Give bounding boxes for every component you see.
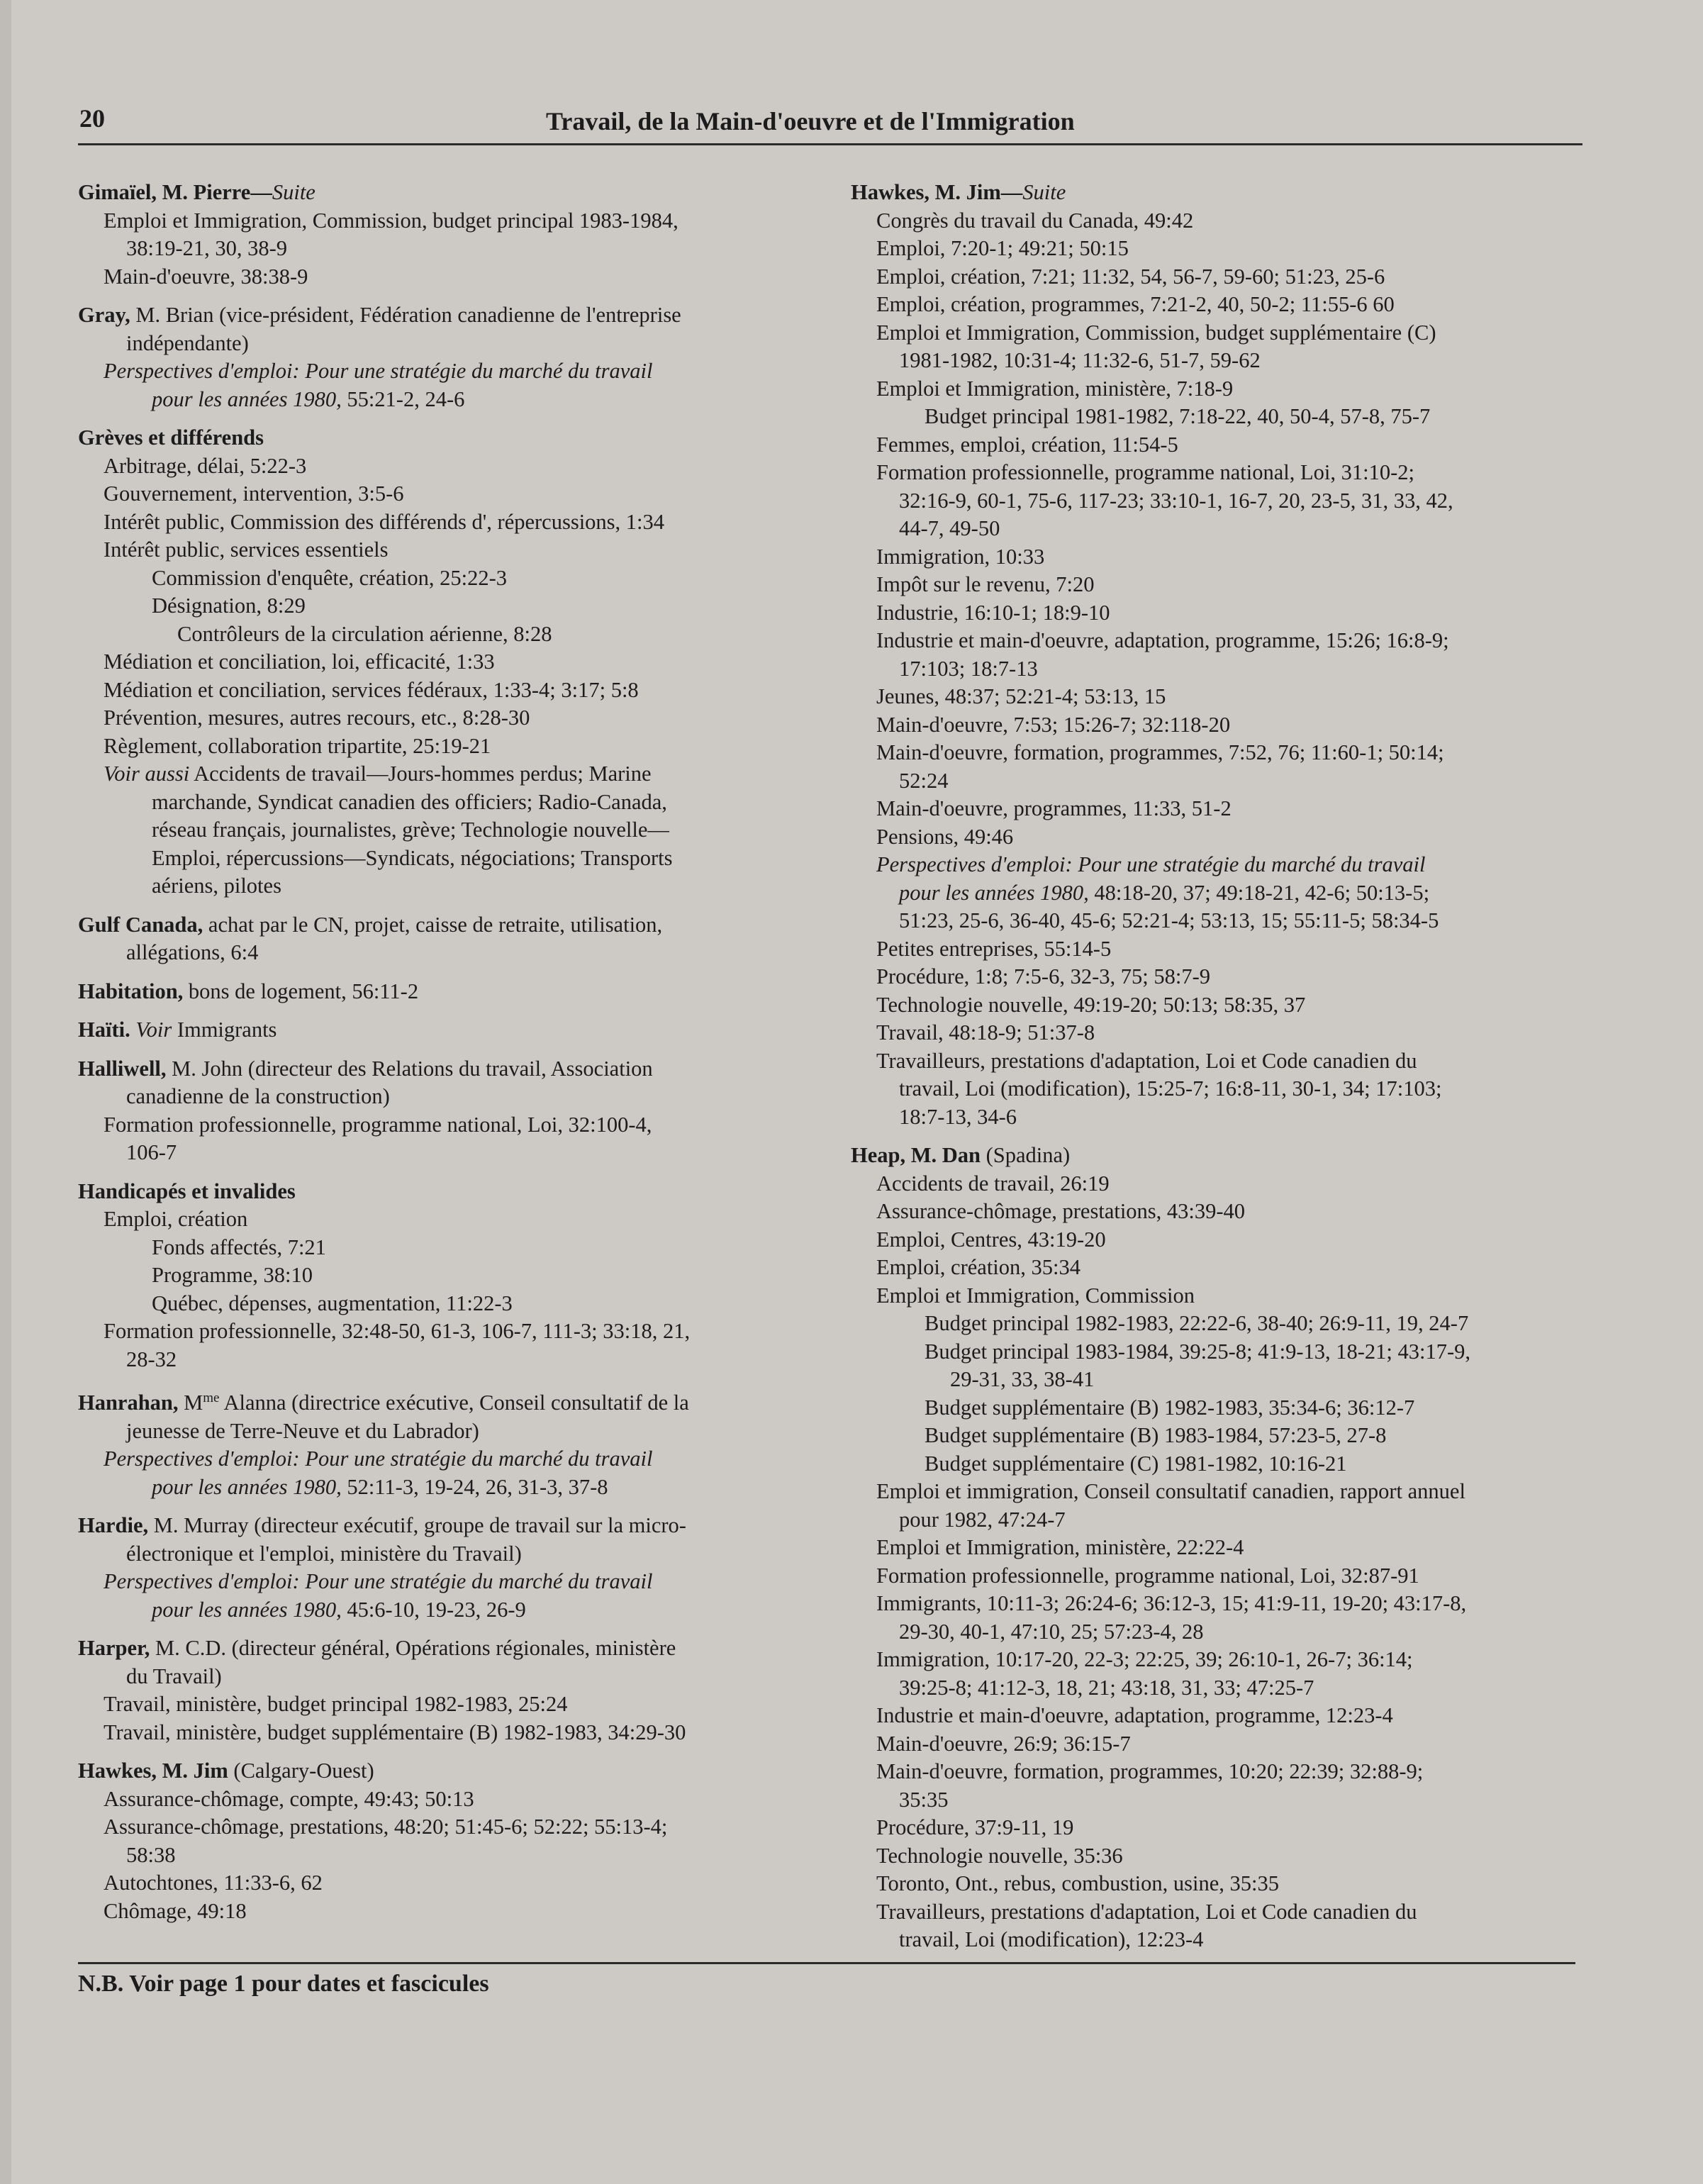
entry-text: Emploi, création [104,1207,248,1231]
page-edge-shadow [0,0,11,2184]
entry-heading: Harper, [78,1636,150,1661]
index-subentry-line [78,1719,844,1747]
index-subentry-line [78,263,844,291]
index-entry [78,1016,844,1044]
index-subentry-line [78,648,844,676]
index-subentry-line [851,1534,1592,1562]
entry-text: Travailleurs, prestations d'adaptation, Loi et Code canadien du [876,1899,1417,1924]
entry-text: Petites entreprises, 55:14-5 [876,936,1112,961]
entry-heading: Halliwell, [78,1056,167,1081]
index-entry [78,301,844,413]
entry-text: Emploi, création, programmes, 7:21-2, 40, 50-2; 11:55-6 60 [876,292,1395,316]
index-subentry-line [851,1926,1592,1954]
index-subentry-line [851,1170,1592,1198]
entry-text: 45:6-10, 19-23, 26-9 [341,1597,526,1622]
entry-text: Immigration, 10:17-20, 22-3; 22:25, 39; 26:10-1, 26-7; 36:14; [876,1647,1413,1671]
index-entry [78,911,844,967]
entry-text: M. Brian (vice-président, Fédération canadienne de l'entreprise [130,303,681,327]
entry-text: Intérêt public, services essentiels [104,537,389,562]
index-subentry-line [78,1445,844,1473]
index-subentry-line [78,1898,844,1926]
index-subentry-line [851,1786,1592,1815]
index-subentry-line [78,732,844,761]
italic-text: Voir [135,1018,172,1042]
index-subentry-line [78,872,844,901]
entry-heading: Grèves et différends [78,425,264,450]
entry-text: Médiation et conciliation, services fédéraux, 1:33-4; 3:17; 5:8 [104,677,639,702]
index-subentry-line [851,1870,1592,1898]
index-heading-line [78,1016,844,1044]
index-subentry-line [851,1646,1592,1674]
entry-heading: Handicapés et invalides [78,1179,296,1203]
index-subentry-line [78,452,844,481]
index-subentry-line [851,1422,1592,1450]
page-number: 20 [79,104,105,133]
index-subentry-line [78,1317,844,1346]
index-heading-line [78,179,844,207]
index-subentry-line [851,1814,1592,1842]
entry-text: Emploi, création, 7:21; 11:32, 54, 56-7, 59-60; 51:23, 25-6 [876,264,1385,289]
index-subentry-line [851,1506,1592,1534]
index-subentry-line [78,564,844,593]
index-subentry-line [78,704,844,732]
index-subentry-line [851,1450,1592,1478]
entry-text: me [203,1391,220,1405]
entry-heading: Heap, M. Dan [851,1143,981,1167]
index-entry [78,1178,844,1374]
index-entry [78,1757,844,1925]
entry-text: pour 1982, 47:24-7 [899,1507,1066,1532]
entry-text: Contrôleurs de la circulation aérienne, 8:28 [177,621,552,646]
index-subentry-line [78,1785,844,1814]
entry-text: Prévention, mesures, autres recours, etc., 8:28-30 [104,706,530,730]
entry-text: 48:18-20, 37; 49:18-21, 42-6; 50:13-5; [1088,880,1430,905]
entry-text: 29-31, 33, 38-41 [950,1367,1095,1391]
entry-text: Emploi et Immigration, Commission [876,1283,1195,1308]
entry-text: Médiation et conciliation, loi, efficacité, 1:33 [104,650,495,674]
italic-text: Suite [1022,180,1066,204]
index-subentry-line [851,1103,1592,1132]
entry-text: Emploi, Centres, 43:19-20 [876,1227,1106,1252]
index-subentry-line [851,1898,1592,1927]
index-subentry-line [851,879,1592,908]
entry-heading: Gulf Canada, [78,912,203,937]
entry-text: Formation professionnelle, programme national, Loi, 32:100-4, [104,1112,652,1137]
entry-text: Emploi et Immigration, ministère, 22:22-4 [876,1535,1244,1559]
entry-text: Emploi et Immigration, Commission, budget supplémentaire (C) [876,320,1436,345]
entry-text: 39:25-8; 41:12-3, 18, 21; 43:18, 31, 33; 47:25-7 [899,1675,1314,1700]
entry-text: Budget principal 1981-1982, 7:18-22, 40, 50-4, 57-8, 75-7 [925,404,1431,428]
entry-text: 51:23, 25-6, 36-40, 45-6; 52:21-4; 53:13, 15; 55:11-5; 58:34-5 [899,908,1439,932]
entry-text: Main-d'oeuvre, formation, programmes, 7:52, 76; 11:60-1; 50:14; [876,740,1444,764]
index-heading-line [78,1055,844,1083]
index-subentry-line [78,1111,844,1140]
index-subentry-line [78,845,844,873]
index-subentry-line [851,403,1592,431]
index-heading-line [78,1757,844,1785]
italic-text: pour les années 1980, [152,1597,342,1622]
index-subentry-line [851,1702,1592,1730]
italic-text: Perspectives d'emploi: Pour une stratégie du marché du travail [104,1569,653,1594]
index-subentry-line [78,1083,844,1111]
index-subentry-line [851,515,1592,543]
index-subentry-line [851,1282,1592,1310]
index-subentry-line [78,676,844,705]
entry-heading: Hardie, [78,1513,149,1538]
entry-text: 38:19-21, 30, 38-9 [126,236,288,260]
header-rule [78,143,1582,145]
entry-text: 52:24 [899,768,949,793]
index-entry [78,1512,844,1624]
index-subentry-line [78,207,844,235]
index-subentry-line [851,207,1592,235]
index-subentry-line [78,1813,844,1842]
entry-text: M. John (directeur des Relations du travail, Association [166,1056,653,1081]
index-subentry-line [78,536,844,564]
index-subentry-line [851,347,1592,375]
index-subentry-line [78,939,844,967]
index-subentry-line [851,235,1592,263]
index-subentry-line [78,592,844,620]
entry-text: Intérêt public, Commission des différends d', répercussions, 1:34 [104,509,665,534]
index-subentry-line [851,431,1592,459]
index-subentry-line [851,1047,1592,1076]
entry-text: Impôt sur le revenu, 7:20 [876,572,1095,596]
index-subentry-line [78,1234,844,1262]
entry-text: achat par le CN, projet, caisse de retraite, utilisation, [203,912,663,937]
footer-rule [78,1962,1575,1964]
entry-heading: Gimaïel, M. Pierre— [78,180,272,204]
italic-text: Voir aussi [104,762,190,786]
index-subentry-line [78,1417,844,1446]
index-subentry-line [78,235,844,263]
entry-text: Emploi, 7:20-1; 49:21; 50:15 [876,236,1129,260]
index-subentry-line [851,1394,1592,1422]
index-subentry-line [851,823,1592,852]
index-subentry-line [851,1198,1592,1226]
index-subentry-line [78,1473,844,1502]
entry-text: Travail, ministère, budget principal 1982-1983, 25:24 [104,1692,568,1717]
entry-text: Pensions, 49:46 [876,824,1014,849]
index-subentry-line [78,330,844,358]
entry-text: Immigrants, 10:11-3; 26:24-6; 36:12-3, 15; 41:9-11, 19-20; 43:17-8, [876,1591,1467,1615]
entry-text: Immigration, 10:33 [876,544,1045,569]
italic-text: Perspectives d'emploi: Pour une stratégie du marché du travail [876,852,1426,876]
entry-text: Procédure, 1:8; 7:5-6, 32-3, 75; 58:7-9 [876,964,1210,988]
index-subentry-line [78,1596,844,1625]
entry-text: Travailleurs, prestations d'adaptation, Loi et Code canadien du [876,1048,1417,1073]
index-subentry-line [851,851,1592,879]
entry-text: Budget supplémentaire (C) 1981-1982, 10:16-21 [925,1451,1347,1476]
index-subentry-line [851,487,1592,516]
index-subentry-line [78,1690,844,1719]
entry-text: 55:21-2, 24-6 [341,386,465,411]
index-subentry-line [78,789,844,817]
index-subentry-line [78,1869,844,1898]
running-title: Travail, de la Main-d'oeuvre et de l'Immigration [546,107,1075,135]
entry-text: Formation professionnelle, 32:48-50, 61-3, 106-7, 111-3; 33:18, 21, [104,1319,691,1343]
entry-text: jeunesse de Terre-Neuve et du Labrador) [126,1418,479,1443]
entry-text: Industrie et main-d'oeuvre, adaptation, programme, 15:26; 16:8-9; [876,628,1449,652]
entry-heading: Hawkes, M. Jim— [851,180,1023,204]
entry-heading: Haïti. [78,1018,130,1042]
entry-text: 32:16-9, 60-1, 75-6, 117-23; 33:10-1, 16-7, 20, 23-5, 31, 33, 42, [899,488,1453,513]
entry-text: 1981-1982, 10:31-4; 11:32-6, 51-7, 59-62 [899,348,1261,372]
index-subentry-line [851,1842,1592,1871]
index-subentry-line [851,991,1592,1020]
entry-text: allégations, 6:4 [126,940,259,964]
index-subentry-line [78,386,844,414]
entry-text: 29-30, 40-1, 47:10, 25; 57:23-4, 28 [899,1619,1204,1644]
entry-text: Emploi et immigration, Conseil consultatif canadien, rapport annuel [876,1479,1465,1503]
entry-text: du Travail) [126,1664,222,1688]
index-entry [78,424,844,901]
entry-text: Travail, ministère, budget supplémentaire (B) 1982-1983, 34:29-30 [104,1720,686,1744]
entry-text: 28-32 [126,1347,177,1371]
index-subentry-line [78,1568,844,1596]
index-subentry-line [78,1663,844,1691]
entry-text: Budget supplémentaire (B) 1983-1984, 57:23-5, 27-8 [925,1423,1387,1447]
entry-text: Arbitrage, délai, 5:22-3 [104,453,307,478]
entry-text: indépendante) [126,330,249,355]
entry-text: 18:7-13, 34-6 [899,1104,1017,1129]
entry-text: Main-d'oeuvre, 7:53; 15:26-7; 32:118-20 [876,712,1231,737]
entry-text: Formation professionnelle, programme national, Loi, 31:10-2; [876,460,1414,484]
entry-text: M. Murray (directeur exécutif, groupe de travail sur la micro- [148,1513,686,1538]
index-subentry-line [851,1618,1592,1647]
entry-text: Budget supplémentaire (B) 1982-1983, 35:34-6; 36:12-7 [925,1395,1415,1420]
index-subentry-line [851,459,1592,487]
index-subentry-line [851,599,1592,628]
index-entry [78,1634,844,1746]
entry-heading: Habitation, [78,979,184,1003]
italic-text: Perspectives d'emploi: Pour une stratégie du marché du travail [104,359,653,383]
entry-text: Alanna (directrice exécutive, Conseil consultatif de la [219,1391,689,1415]
entry-text: 17:103; 18:7-13 [899,656,1038,681]
entry-text: Main-d'oeuvre, 26:9; 36:15-7 [876,1731,1131,1756]
index-subentry-line [851,1226,1592,1254]
entry-text: Technologie nouvelle, 35:36 [876,1843,1123,1868]
index-subentry-line [851,291,1592,319]
entry-text: Budget principal 1982-1983, 22:22-6, 38-40; 26:9-11, 19, 24-7 [925,1311,1469,1335]
entry-text: bons de logement, 56:11-2 [183,979,419,1003]
entry-text: Emploi, répercussions—Syndicats, négociations; Transports [152,845,673,870]
index-subentry-line [78,1205,844,1234]
entry-text: 35:35 [899,1787,949,1812]
index-heading-line [78,301,844,330]
index-heading-line [78,978,844,1006]
index-subentry-line [851,627,1592,655]
index-subentry-line [78,816,844,845]
index-subentry-line [851,739,1592,767]
index-entry [78,179,844,291]
index-subentry-line [851,1562,1592,1590]
entry-text: Procédure, 37:9-11, 19 [876,1815,1074,1839]
entry-text: Emploi, création, 35:34 [876,1255,1081,1279]
entry-text: Assurance-chômage, prestations, 48:20; 51:45-6; 52:22; 55:13-4; [104,1815,668,1839]
entry-heading: Hanrahan, [78,1391,179,1415]
index-subentry-line [851,1590,1592,1618]
index-entry [851,179,1592,1131]
entry-text: Industrie, 16:10-1; 18:9-10 [876,600,1110,625]
index-subentry-line [851,375,1592,403]
entry-text: Femmes, emploi, création, 11:54-5 [876,432,1178,457]
entry-text: Assurance-chômage, compte, 49:43; 50:13 [104,1786,474,1811]
entry-text: 52:11-3, 19-24, 26, 31-3, 37-8 [341,1474,608,1499]
index-heading-line [851,179,1592,207]
index-subentry-line [851,1254,1592,1282]
index-subentry-line [78,1290,844,1318]
index-subentry-line [78,1842,844,1870]
index-subentry-line [851,1478,1592,1506]
index-subentry-line [851,795,1592,823]
entry-text: électronique et l'emploi, ministère du Travail) [126,1541,522,1566]
index-entry [78,978,844,1006]
entry-text: 44-7, 49-50 [899,516,1000,540]
entry-text: M [178,1391,203,1415]
entry-text: Emploi et Immigration, Commission, budget principal 1983-1984, [104,208,679,233]
entry-text: Assurance-chômage, prestations, 43:39-40 [876,1199,1246,1223]
index-heading-line [78,1178,844,1206]
index-subentry-line [851,1674,1592,1703]
entry-text: Travail, 48:18-9; 51:37-8 [876,1020,1095,1044]
index-subentry-line [78,760,844,789]
index-subentry-line [78,1540,844,1569]
entry-text: Emploi et Immigration, ministère, 7:18-9 [876,376,1234,401]
index-subentry-line [851,767,1592,796]
entry-text: Toronto, Ont., rebus, combustion, usine, 35:35 [876,1871,1280,1895]
index-subentry-line [851,1338,1592,1366]
index-subentry-line [851,1019,1592,1047]
entry-text: Main-d'oeuvre, programmes, 11:33, 51-2 [876,796,1232,820]
index-subentry-line [851,1075,1592,1103]
index-subentry-line [851,963,1592,991]
entry-text: Règlement, collaboration tripartite, 25:19-21 [104,733,491,758]
entry-text: (Spadina) [981,1143,1071,1167]
index-subentry-line [851,711,1592,740]
italic-text: pour les années 1980, [152,1474,342,1499]
index-column-right [851,179,1592,1965]
index-entry [851,1142,1592,1954]
entry-text: travail, Loi (modification), 15:25-7; 16:8-11, 30-1, 34; 17:103; [899,1076,1442,1101]
entry-text: Congrès du travail du Canada, 49:42 [876,208,1194,233]
index-subentry-line [851,543,1592,572]
index-subentry-line [78,1261,844,1290]
italic-text: pour les années 1980, [899,880,1089,905]
italic-text: pour les années 1980, [152,386,342,411]
entry-text: Commission d'enquête, création, 25:22-3 [152,565,508,590]
entry-text: marchande, Syndicat canadien des officiers; Radio-Canada, [152,789,667,814]
entry-text: Industrie et main-d'oeuvre, adaptation, programme, 12:23-4 [876,1703,1393,1727]
entry-heading: Hawkes, M. Jim [78,1759,228,1783]
index-subentry-line [851,683,1592,711]
entry-text: canadienne de la construction) [126,1084,390,1108]
index-heading-line [851,1142,1592,1170]
index-subentry-line [851,935,1592,964]
index-subentry-line [78,620,844,649]
index-subentry-line [851,1758,1592,1786]
index-heading-line [78,424,844,452]
entry-text: Accidents de travail, 26:19 [876,1171,1110,1196]
entry-heading: Gray, [78,303,130,327]
index-subentry-line [851,263,1592,291]
entry-text: Chômage, 49:18 [104,1898,247,1923]
index-entry [78,1384,844,1501]
entry-text: Gouvernement, intervention, 3:5-6 [104,481,404,506]
index-column-left [78,179,844,1936]
index-subentry-line [851,1366,1592,1394]
entry-text: Technologie nouvelle, 49:19-20; 50:13; 58:35, 37 [876,992,1306,1017]
entry-text: Québec, dépenses, augmentation, 11:22-3 [152,1291,513,1315]
index-subentry-line [78,357,844,386]
entry-text: Main-d'oeuvre, 38:38-9 [104,264,308,289]
entry-text: Accidents de travail—Jours-hommes perdus; Marine [189,762,652,786]
entry-text: Programme, 38:10 [152,1263,313,1287]
index-subentry-line [851,319,1592,347]
italic-text: Suite [272,180,316,204]
index-subentry-line [78,508,844,537]
index-subentry-line [78,480,844,508]
index-subentry-line [851,655,1592,684]
entry-text: Main-d'oeuvre, formation, programmes, 10:20; 22:39; 32:88-9; [876,1759,1424,1783]
italic-text: Perspectives d'emploi: Pour une stratégie du marché du travail [104,1447,653,1471]
index-subentry-line [78,1139,844,1167]
entry-text: réseau français, journalistes, grève; Technologie nouvelle— [152,818,669,842]
entry-text: Formation professionnelle, programme national, Loi, 32:87-91 [876,1563,1419,1588]
entry-text: Jeunes, 48:37; 52:21-4; 53:13, 15 [876,684,1166,708]
entry-text: M. C.D. (directeur général, Opérations régionales, ministère [150,1636,676,1661]
entry-text: 106-7 [126,1140,177,1164]
entry-text: travail, Loi (modification), 12:23-4 [899,1927,1204,1951]
index-subentry-line [78,1346,844,1374]
footnote: N.B. Voir page 1 pour dates et fascicules [78,1971,489,1997]
entry-text: (Calgary-Ouest) [228,1759,374,1783]
index-subentry-line [851,571,1592,599]
index-entry [78,1055,844,1167]
index-subentry-line [851,907,1592,935]
entry-text: Immigrants [172,1018,277,1042]
entry-text: Budget principal 1983-1984, 39:25-8; 41:9-13, 18-21; 43:17-9, [925,1339,1471,1364]
entry-text: Désignation, 8:29 [152,594,306,618]
index-heading-line [78,1512,844,1540]
index-subentry-line [851,1730,1592,1759]
index-heading-line [78,911,844,940]
index-heading-line [78,1384,844,1417]
index-heading-line [78,1634,844,1663]
entry-text: aériens, pilotes [152,874,281,898]
entry-text: Fonds affectés, 7:21 [152,1235,326,1259]
entry-text: 58:38 [126,1842,176,1867]
index-subentry-line [851,1310,1592,1338]
entry-text: Autochtones, 11:33-6, 62 [104,1871,323,1895]
